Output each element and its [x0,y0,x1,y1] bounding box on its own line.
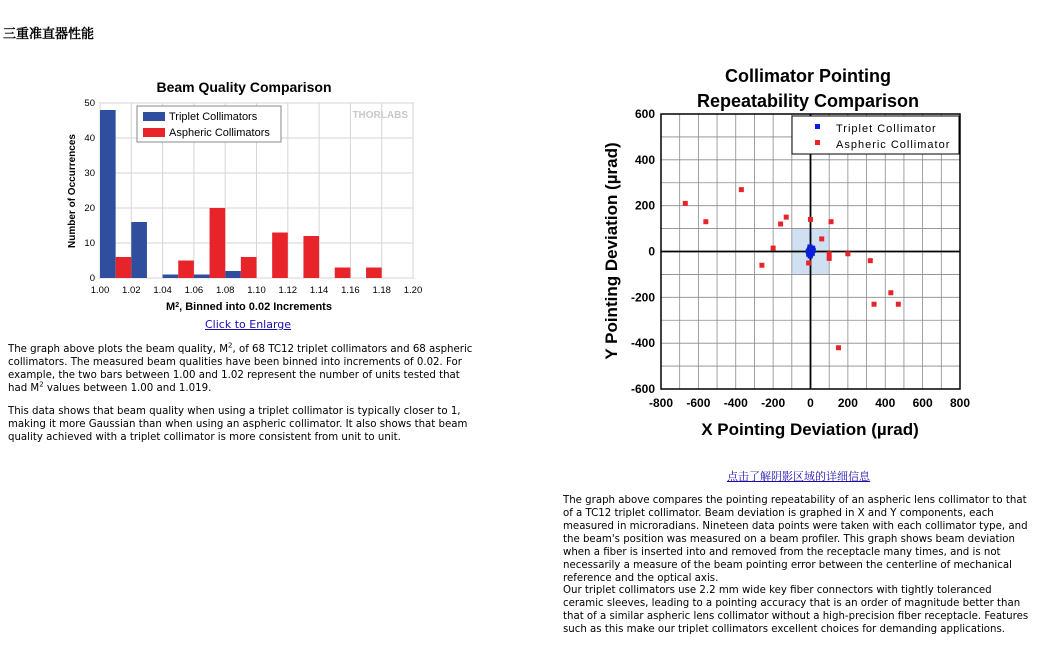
x-tick-label: 200 [837,396,858,410]
x-tick-label: 1.02 [122,285,141,296]
y-axis-label: Y Pointing Deviation (µrad) [602,142,621,360]
bar-aspheric [241,257,257,278]
legend-swatch-triplet [143,112,165,121]
point-aspheric [739,187,744,192]
x-tick-label: 1.06 [184,285,204,296]
y-tick-label: 10 [84,238,95,249]
y-axis-label: Number of Occurrences [67,134,78,248]
chart-title-line-1: Collimator Pointing [725,66,891,86]
x-tick-label: 1.16 [341,285,360,296]
point-aspheric [888,290,893,295]
point-aspheric [836,345,841,350]
bar-aspheric [272,233,288,279]
legend [792,116,959,154]
x-tick-label: 1.20 [403,285,423,296]
beam-quality-chart[interactable] [50,70,430,315]
chart-title: Beam Quality Comparison [156,79,332,95]
x-axis-label: X Pointing Deviation (µrad) [701,420,919,439]
beam-quality-conclusion: This data shows that beam quality when using a triplet collimator is typically closer to 1, making it more Gaussian than when using an aspheric collimator. It also shows that beam quality achieved with a triplet collimator is more consistent from unit to unit. [8,406,468,443]
point-aspheric [703,219,708,224]
y-tick-label: 50 [84,98,95,109]
x-tick-label: 1.00 [90,285,110,296]
point-aspheric [771,246,776,251]
point-aspheric [819,236,824,241]
x-tick-label: 800 [949,396,971,410]
bar-triplet [225,271,241,278]
y-tick-label: 0 [89,273,95,284]
legend-label-aspheric: Aspheric Collimator [836,139,951,151]
x-tick-label: -600 [686,396,711,410]
x-tick-label: 1.08 [215,285,235,296]
legend-label-aspheric: Aspheric Collimators [169,127,270,139]
point-aspheric [806,260,811,265]
legend [137,106,281,142]
point-aspheric [845,251,850,256]
y-tick-label: 200 [634,198,655,213]
y-tick-label: -400 [630,336,655,351]
click-to-enlarge-link[interactable]: Click to Enlarge [205,318,292,331]
x-tick-label: 400 [875,396,896,410]
bar-aspheric [210,208,226,278]
x-tick-label: 1.10 [247,285,266,296]
y-tick-label: 40 [84,133,95,144]
pointing-repeatability-chart[interactable] [595,60,995,445]
bar-aspheric [303,236,319,278]
point-aspheric [808,217,813,222]
bar-triplet [131,222,147,278]
bar-triplet [194,275,210,279]
point-aspheric [872,302,877,307]
x-tick-label: 1.12 [278,285,298,296]
point-aspheric [896,302,901,307]
x-tick-label: 600 [912,396,933,410]
bar-aspheric [178,261,194,279]
pointing-description: The graph above compares the pointing repeatability of an aspheric lens collimator to that of a TC12 triplet collimator. Beam deviation is graphed in X and Y components, each measured in microradians. Nineteen data points were taken with each collimator type, and the beam's position was measured on a beam profiler. This graph shows beam deviation when a fiber is inserted into and removed from the receptacle many times, and is not necessarily a measure of the beam pointing error between the centerline of mechanical reference and the optical axis. [563,495,1028,584]
x-tick-label: 1.14 [309,285,329,296]
chart-title-line-2: Repeatability Comparison [696,91,920,111]
x-tick-label: 1.18 [372,285,391,296]
bar-aspheric [116,257,132,278]
y-tick-label: 30 [84,168,95,179]
legend-marker-aspheric [815,140,820,145]
pointing-conclusion: Our triplet collimators use 2.2 mm wide key fiber connectors with tightly toleranced ceramic sleeves, leading to a pointing accuracy that is an order of magnitude better than that of a similar aspheric lens collimator without a high-precision fiber receptacle. Features such as this make our triplet collimators excellent choices for demanding applications. [563,585,1029,635]
legend-label-triplet: Triplet Collimators [169,111,258,123]
legend-label-triplet: Triplet Collimator [836,123,937,135]
x-tick-label: -800 [648,396,674,410]
shaded-area-details-link[interactable]: 点击了解阴影区域的详细信息 [727,470,870,483]
y-tick-label: -200 [630,290,655,305]
y-tick-label: 0 [648,244,655,259]
point-aspheric [868,258,873,263]
bar-triplet [100,110,116,278]
bar-triplet [163,275,179,279]
x-tick-label: 0 [807,396,814,410]
bar-aspheric [335,268,351,279]
bar-aspheric [366,268,382,279]
x-tick-label: -400 [723,396,748,410]
point-triplet [808,249,813,254]
beam-quality-description: The graph above plots the beam quality, $M^2$, of 68 TC12 triplet collimators and 68 aspheric collimators. The measured beam qualities have been binned into increments of 0.02. For example, the two bars between 1.00 and 1.02 represent the number of units tested that had $M^2$ values between 1.00 and 1.019. [8,341,473,394]
point-aspheric [759,263,764,268]
thorlabs-watermark: THORLABS [352,110,408,121]
x-tick-label: -200 [761,396,786,410]
point-aspheric [827,256,832,261]
page-heading: 三重准直器性能 [3,27,95,42]
x-axis-label: $M^2$, Binned into 0.02 Increments [166,301,332,313]
point-aspheric [778,222,783,227]
y-tick-label: -600 [630,382,655,396]
point-aspheric [784,215,789,220]
legend-swatch-aspheric [143,128,165,137]
y-tick-label: 400 [634,152,655,167]
x-tick-label: 1.04 [153,285,172,296]
legend-marker-triplet [815,124,820,129]
y-tick-label: 600 [634,107,655,121]
point-aspheric [829,219,834,224]
point-aspheric [683,201,688,206]
y-tick-label: 20 [84,203,95,214]
point-aspheric [827,251,832,256]
